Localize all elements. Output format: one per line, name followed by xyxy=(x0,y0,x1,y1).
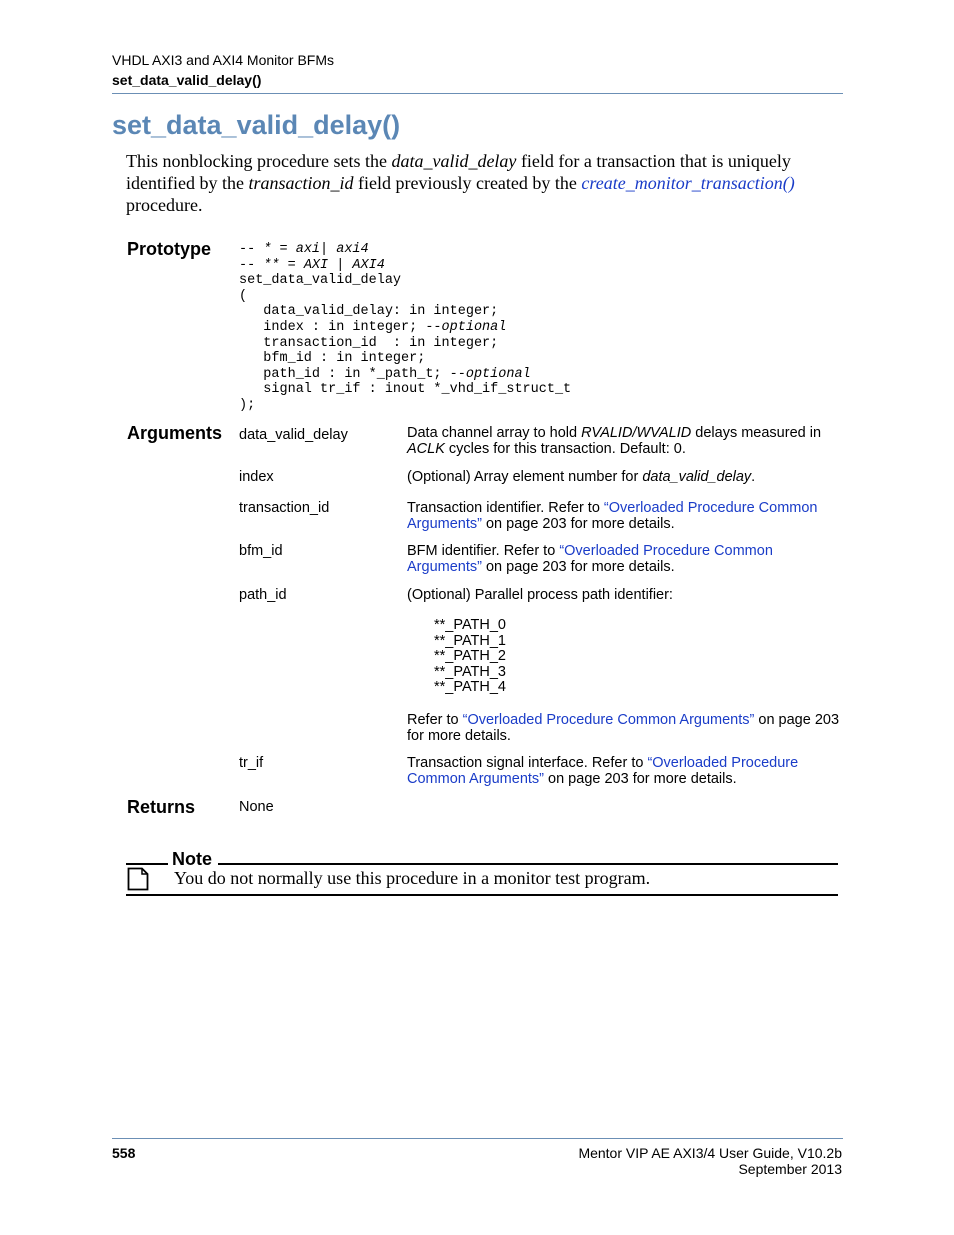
arg-name-index: index xyxy=(239,469,274,485)
page-title: set_data_valid_delay() xyxy=(112,110,401,140)
note-text: You do not normally use this procedure in a monitor test program. xyxy=(174,868,651,888)
running-header-subtitle: set_data_valid_delay() xyxy=(112,72,262,88)
header-divider xyxy=(112,93,843,94)
footer-divider xyxy=(112,1138,843,1139)
intro-paragraph: This nonblocking procedure sets the data_valid_delay field for a transaction that is uniquely identified by the transaction_id field previously created by the create_monitor_transaction() procedure. xyxy=(126,151,795,215)
arg-desc-transaction-id: Transaction identifier. Refer to “Overloaded Procedure Common Arguments” on page 203 for more details. xyxy=(407,500,818,532)
path-id-list xyxy=(434,618,506,696)
arg-name-path-id: path_id xyxy=(239,587,287,603)
arg-desc-index: (Optional) Array element number for data_valid_delay. xyxy=(407,469,756,485)
create-monitor-transaction-link[interactable]: create_monitor_transaction() xyxy=(581,173,795,193)
overloaded-args-link[interactable]: “Overloaded Procedure Common Arguments” xyxy=(407,543,773,575)
footer-date: September 2013 xyxy=(738,1161,842,1177)
section-arguments: Arguments xyxy=(127,423,223,443)
arg-desc-tr-if: Transaction signal interface. Refer to “Overloaded Procedure Common Arguments” on page 203 for more details. xyxy=(407,755,799,787)
list-item: **_PATH_3 xyxy=(434,663,506,680)
arg-desc-data-valid-delay: Data channel array to hold RVALID/WVALID delays measured in ACLK cycles for this transaction. Default: 0. xyxy=(407,425,822,457)
list-item: **_PATH_0 xyxy=(434,617,506,633)
arg-name-bfm-id: bfm_id xyxy=(239,543,283,559)
overloaded-args-link[interactable]: “Overloaded Procedure Common Arguments” xyxy=(407,755,799,787)
arg-name-data-valid-delay: data_valid_delay xyxy=(239,427,348,443)
arg-desc-path-id-ref: Refer to “Overloaded Procedure Common Arguments” on page 203 for more details. xyxy=(407,712,840,744)
returns-value: None xyxy=(239,799,274,815)
list-item: **_PATH_2 xyxy=(434,648,506,665)
arg-desc-bfm-id: BFM identifier. Refer to “Overloaded Procedure Common Arguments” on page 203 for more details. xyxy=(407,543,773,575)
list-item: **_PATH_4 xyxy=(434,679,506,696)
page-number: 558 xyxy=(112,1145,136,1161)
section-prototype: Prototype xyxy=(127,239,212,259)
prototype-code: -- * = axi| axi4 -- ** = AXI | AXI4 set_data_valid_delay ( data_valid_delay: in integer; index : in integer; --optional transaction_id : in integer; bfm_id : in integer; path_id : in *_path_t; --optional signal tr_if : inout *_vhd_if_struct_t ); xyxy=(239,242,572,413)
arg-desc-path-id: (Optional) Parallel process path identifier: xyxy=(407,587,673,603)
note-page-icon xyxy=(127,867,149,896)
note-label: Note xyxy=(172,849,212,869)
overloaded-args-link[interactable]: “Overloaded Procedure Common Arguments” xyxy=(462,712,755,728)
list-item: **_PATH_1 xyxy=(434,632,506,649)
note-bottom-rule xyxy=(126,894,838,896)
section-returns: Returns xyxy=(127,797,196,817)
arg-name-transaction-id: transaction_id xyxy=(239,500,330,516)
footer-guide-title: Mentor VIP AE AXI3/4 User Guide, V10.2b xyxy=(578,1145,842,1161)
note-top-rule-left xyxy=(126,863,168,865)
note-top-rule-right xyxy=(218,863,838,865)
overloaded-args-link[interactable]: “Overloaded Procedure Common Arguments” xyxy=(407,500,818,532)
arg-name-tr-if: tr_if xyxy=(239,755,264,771)
running-header-title: VHDL AXI3 and AXI4 Monitor BFMs xyxy=(112,52,335,68)
